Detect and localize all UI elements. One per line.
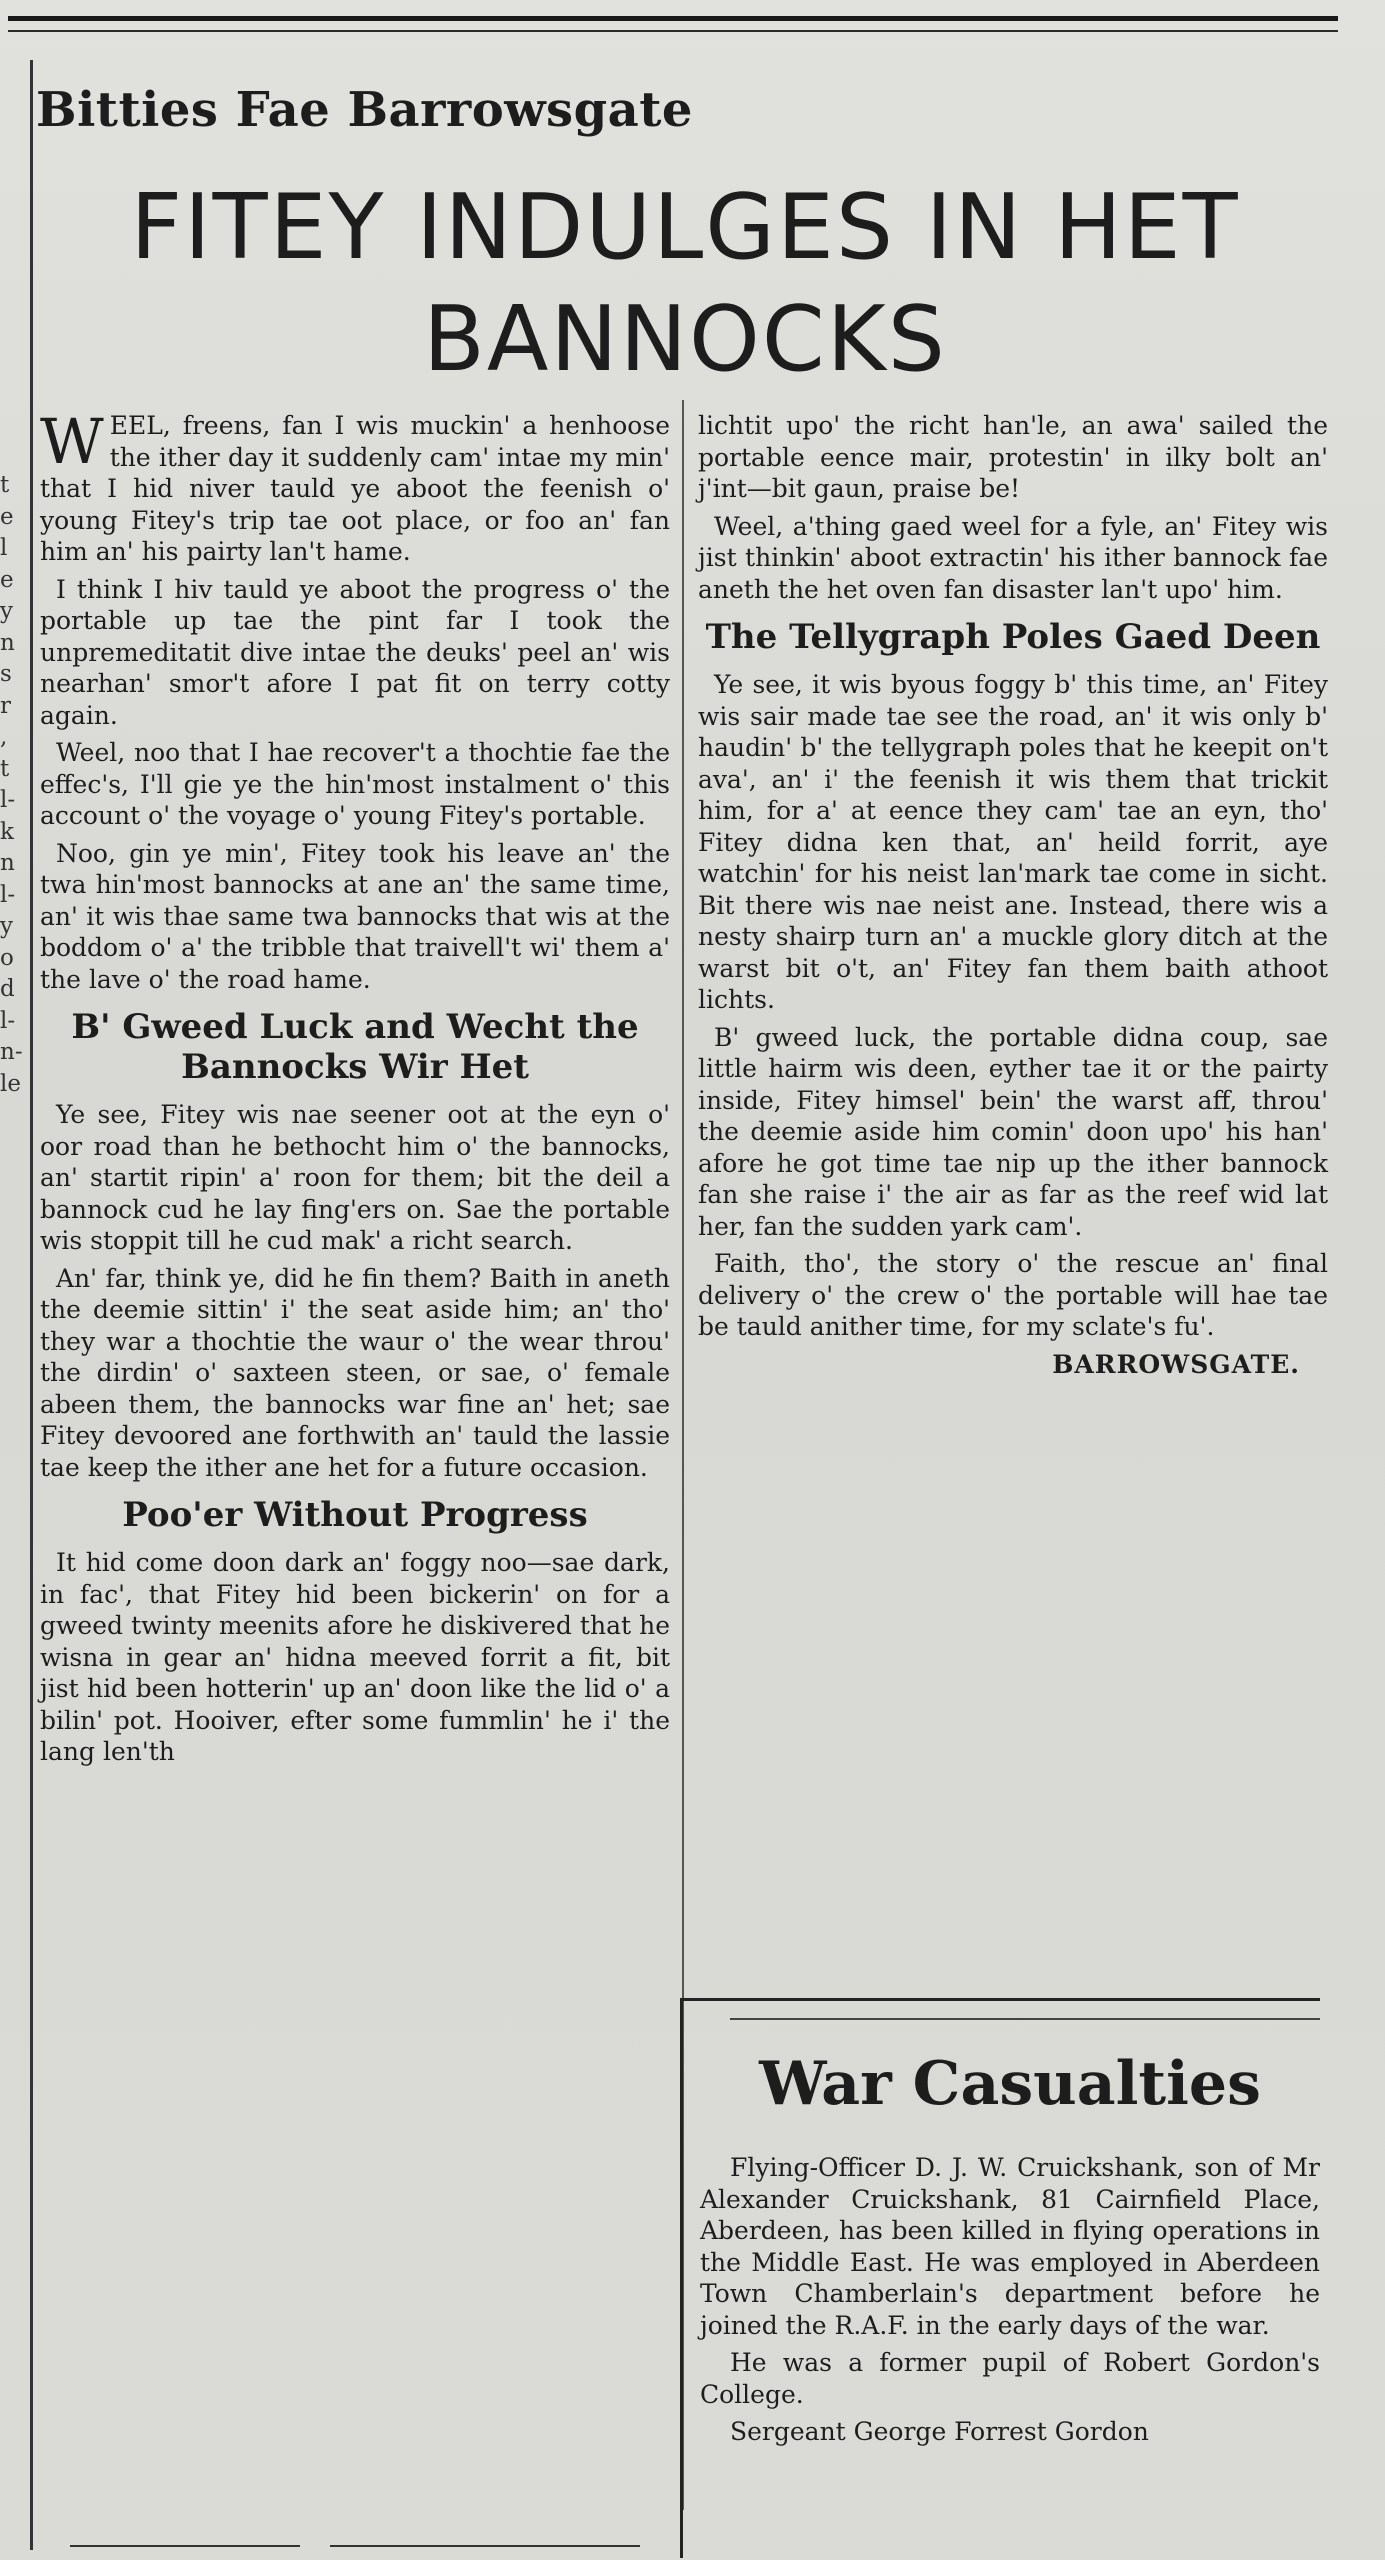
article-headline: FITEY INDULGES IN HET BANNOCKS — [130, 175, 1240, 392]
column-rule-left — [30, 60, 33, 2550]
casualty-paragraph: He was a former pupil of Robert Gordon's College. — [700, 2348, 1320, 2409]
fragment-letter: o — [0, 944, 14, 971]
fragment-letter: n — [0, 850, 15, 876]
article-paragraph: lichtit upo' the richt han'le, an awa' sailed the portable eence mair, protestin' in ilky bolt an' j'int—bit gaun, praise be! — [698, 411, 1328, 503]
article-paragraph: Weel, a'thing gaed weel for a fyle, an' Fitey wis jist thinkin' aboot extractin' his ither bannock fae aneth the het oven fan disaster lan't upo' him. — [698, 511, 1328, 604]
article-paragraph: It hid come doon dark an' foggy noo—sae dark, in fac', that Fitey hid been bickerin' on for a gweed twinty meenits afore he diskivered that he wisna in gear an' hidna meeved forrit a fit, bit jist hid been hotterin' up an' doon like the lid o' a bilin' pot. Hooiver, efter some fummlin' he i' the lang len'th — [40, 1548, 670, 1766]
fragment-letter: e — [0, 566, 14, 593]
war-casualties-heading: War Casualties — [759, 2049, 1261, 2119]
fragment-letter: y — [0, 598, 13, 624]
fragment-letter: t — [0, 755, 10, 782]
fragment-letter: t — [0, 472, 10, 498]
fragment-letter: n — [0, 629, 15, 656]
article-paragraph: Weel, noo that I hae recover't a thochtie fae the effec's, I'll gie ye the hin'most instalment o' this account o' the voyage o' young Fitey's portable. — [40, 738, 670, 830]
bottom-rule — [70, 2545, 300, 2547]
article-paragraph: Ye see, Fitey wis nae seener oot at the eyn o' oor road than he bethocht him o' the bannocks, an' startit ripin' a' roon for them; bit the deil a bannock cud he lay fing'ers on. Sae the portable wis stoppit till he cud mak' a richt search. — [40, 1100, 670, 1255]
casualty-paragraph: Sergeant George Forrest Gordon — [730, 2417, 1149, 2446]
article-paragraph — [40, 405, 670, 568]
author-signoff: BARROWSGATE. — [1052, 1349, 1300, 1379]
fragment-letter: l- — [0, 787, 16, 813]
bottom-rule — [330, 2545, 640, 2547]
section-subheading: B' Gweed Luck and Wecht the Bannocks Wir Het — [71, 1007, 639, 1087]
drop-cap: W — [40, 405, 104, 478]
fragment-letter: le — [0, 1070, 21, 1097]
fragment-letter: e — [0, 503, 14, 530]
article-paragraph: B' gweed luck, the portable didna coup, sae little hairm wis deen, eyther tae it or the pairty inside, Fitey himsel' bein' the warst aff, throu' the deemie aside him comin' doon upo' his han' afore he got time tae nip up the ither bannock fan she raise i' the air as far as the reef wid lat her, fan the sudden yark cam'. — [698, 1022, 1328, 1241]
war-casualties-body — [700, 2152, 1320, 2454]
fragment-letter: k — [0, 818, 14, 845]
section-subheading: Poo'er Without Progress — [122, 1495, 588, 1535]
article-paragraph: Ye see, it wis byous foggy b' this time, an' Fitey wis sair made tae see the road, an' it wis only b' haudin' b' the tellygraph poles that he keepit on't ava', an' i' the feenish it wis them that trickit him, for a' at eence they cam' tae an eyn, tho' Fitey didna ken that, an' heild forrit, aye watchin' for his neist lan'mark tae come in sicht. Bit there wis nae neist ane. Instead, there wis a nesty shairp turn an' a muckle glory ditch at the warst bit o't, an' Fitey fan them baith athoot lichts. — [698, 670, 1328, 1014]
fragment-letter: r — [0, 692, 11, 719]
fragment-letter: l- — [0, 881, 16, 908]
article-paragraph: I think I hiv tauld ye aboot the progress o' the portable up tae the pint far I took the unpremeditatit dive intae the deuks' peel an' wis nearhan' smor't afore I pat fit on terry cotty again. — [40, 574, 670, 730]
top-rule-thin — [8, 30, 1338, 32]
fragment-letter: s — [0, 661, 12, 687]
article-column-2 — [698, 410, 1328, 1380]
box-rule-inner — [730, 2018, 1320, 2020]
casualty-paragraph: Flying-Officer D. J. W. Cruickshank, son of Mr Alexander Cruickshank, 81 Cairnfield Place, Aberdeen, has been killed in flying operations in the Middle East. He was employed in Aberdeen Town Chamberlain's department before he joined the R.A.F. in the early days of the war. — [700, 2153, 1320, 2340]
paragraph-text: EEL, freens, fan I wis muckin' a henhoose the ither day it suddenly cam' intae my min' that I hid niver tauld ye aboot the feenish o' young Fitey's trip tae oot place, or foo an' fan him an' his pairty lan't hame. — [40, 411, 670, 566]
article-paragraph: An' far, think ye, did he fin them? Baith in aneth the deemie sittin' i' the seat aside him; an' tho' they war a thochtie the waur o' the wear throu' the dirdin' o' saxteen steen, or sae, o' female abeen them, the bannocks war fine an' het; sae Fitey devoored ane forthwith an' tauld the lassie tae keep the ither ane het for a future occasion. — [40, 1263, 670, 1482]
box-rule-top — [680, 1998, 1320, 2001]
article-column-1 — [40, 405, 670, 1774]
fragment-letter: n- — [0, 1039, 23, 1065]
fragment-letter: y — [0, 913, 13, 939]
article-paragraph: Noo, gin ye min', Fitey took his leave an' the twa hin'most bannocks at ane an' the same time, an' it wis thae same twa bannocks that wis at the boddom o' a' the tribble that traivell't wi' them a' the lave o' the road hame. — [40, 838, 670, 994]
fragment-letter: l — [0, 535, 8, 561]
top-rule — [8, 16, 1338, 21]
article-paragraph: Faith, tho', the story o' the rescue an' final delivery o' the crew o' the portable will hae tae be tauld anither time, for my sclate's fu'. — [698, 1249, 1328, 1341]
fragment-letter: , — [0, 724, 8, 750]
fragment-letter: l- — [0, 1007, 16, 1034]
section-subheading: The Tellygraph Poles Gaed Deen — [705, 617, 1321, 657]
fragment-letter: d — [0, 976, 15, 1002]
column-kicker: Bitties Fae Barrowsgate — [36, 82, 693, 138]
box-rule-left — [680, 1998, 683, 2558]
adjacent-column-fragment — [0, 470, 24, 1100]
